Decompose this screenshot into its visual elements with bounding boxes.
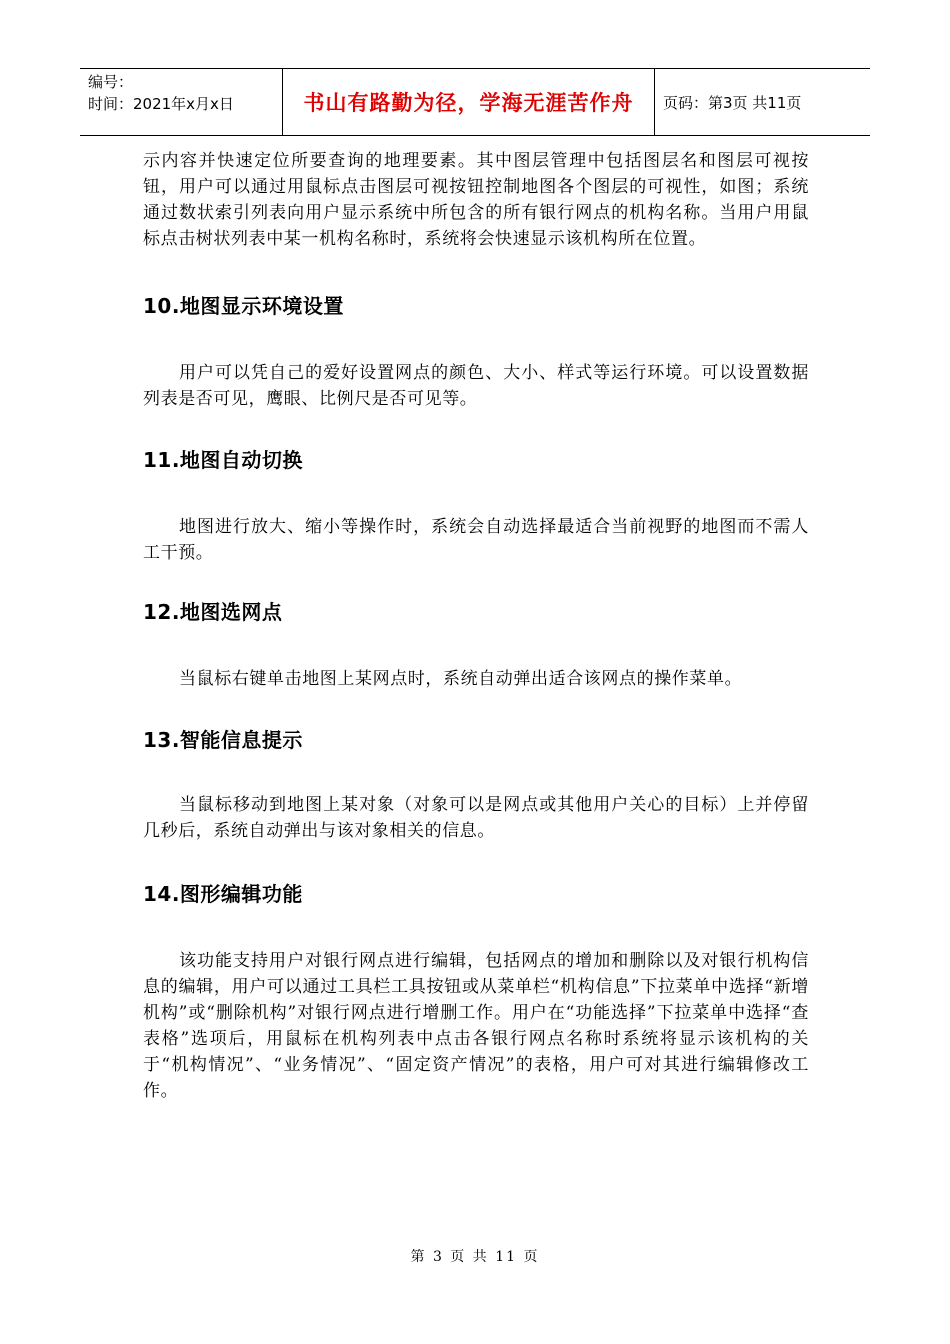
section-text-14: 该功能支持用户对银行网点进行编辑，包括网点的增加和删除以及对银行机构信息的编辑，用户可以通过工具栏工具按钮或从菜单栏“机构信息”下拉菜单中选择“新增机构”或“删除机构”对银行网点进行增删工作。用户在“功能选择”下拉菜单中选择“查表格”选项后，用鼠标在机构列表中点击各银行网点名称时系统将显示该机构的关于“机构情况”、“业务情况”、“固定资产情况”的表格，用户可对其进行编辑修改工作。 [143, 951, 809, 1101]
page-header [80, 68, 870, 136]
section-text-12: 当鼠标右键单击地图上某网点时，系统自动弹出适合该网点的操作菜单。 [179, 669, 743, 689]
document-body [143, 148, 809, 1104]
document-number-label: 编号： [88, 73, 134, 91]
intro-paragraph: 示内容并快速定位所要查询的地理要素。其中图层管理中包括图层名和图层可视按钮，用户可以通过用鼠标点击图层可视按钮控制地图各个图层的可视性，如图；系统通过数状索引列表向用户显示系统中所包含的所有银行网点的机构名称。当用户用鼠标点击树状列表中某一机构名称时，系统将会快速显示该机构所在位置。 [143, 151, 809, 249]
header-motto: 书山有路勤为径，学海无涯苦作舟 [283, 69, 655, 135]
section-heading-13: 13.智能信息提示 [143, 728, 303, 752]
document-time-label: 时间：2021年x月x日 [88, 95, 234, 113]
section-heading-14: 14.图形编辑功能 [143, 882, 303, 906]
section-text-13: 当鼠标移动到地图上某对象（对象可以是网点或其他用户关心的目标）上并停留几秒后，系统自动弹出与该对象相关的信息。 [143, 795, 809, 841]
section-text-11: 地图进行放大、缩小等操作时，系统会自动选择最适合当前视野的地图而不需人工干预。 [143, 517, 809, 563]
section-heading-12: 12.地图选网点 [143, 600, 283, 624]
header-meta [80, 69, 283, 135]
section-heading-11: 11.地图自动切换 [143, 448, 303, 472]
section-heading-10: 10.地图显示环境设置 [143, 294, 344, 318]
header-page-info: 页码：第3页 共11页 [663, 93, 802, 112]
section-text-10: 用户可以凭自己的爱好设置网点的颜色、大小、样式等运行环境。可以设置数据列表是否可见，鹰眼、比例尺是否可见等。 [143, 363, 809, 409]
page-footer: 第 3 页 共 11 页 [410, 1249, 540, 1265]
